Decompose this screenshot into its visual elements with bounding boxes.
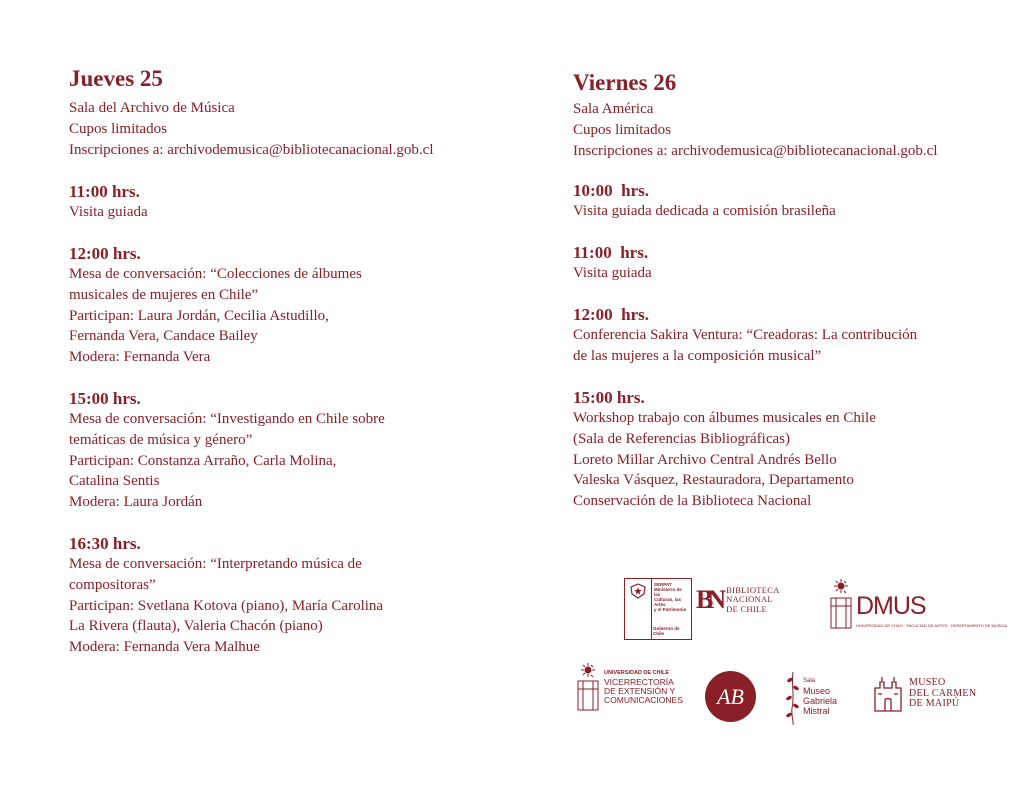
gm-text: Mistral <box>803 706 830 716</box>
event-time: 15:00 hrs. <box>573 388 645 407</box>
serpat-footer: Gobierno de Chile <box>653 626 680 636</box>
serpat-text: Ministerio de las <box>654 587 682 597</box>
venue-line: Cupos limitados <box>69 121 167 137</box>
museo-del-carmen-logo <box>873 676 976 712</box>
bn-text: NACIONAL <box>726 594 773 605</box>
venue-line: Sala del Archivo de Música <box>69 100 235 116</box>
event-line: Valeska Vásquez, Restauradora, Departamento <box>573 472 854 489</box>
gabriela-mistral-logo <box>786 670 837 726</box>
event-viernes-1 <box>573 180 836 222</box>
branch-icon <box>786 670 800 726</box>
gm-text: Gabriela <box>803 696 838 706</box>
bn-text: BIBLIOTECA <box>726 584 780 595</box>
university-seal-icon <box>828 578 854 632</box>
day-title-viernes: Viernes 26 <box>573 70 677 95</box>
event-jueves-1 <box>69 181 148 223</box>
venue-info-viernes <box>573 99 938 162</box>
dmus-subtitle: UNIVERSIDAD DE CHILE · FACULTAD DE ARTES · DEPARTAMENTO DE MÚSICA <box>856 623 1008 628</box>
uch-text: VICERRECTORÍA <box>604 677 674 687</box>
biblioteca-nacional-logo <box>696 585 780 615</box>
event-time: 16:30 hrs. <box>69 534 141 553</box>
event-line: Participan: Svetlana Kotova (piano), María Carolina <box>69 597 384 614</box>
event-line: Fernanda Vera, Candace Bailey <box>69 328 258 345</box>
serpat-logo <box>624 578 692 640</box>
event-line: Modera: Laura Jordán <box>69 494 203 511</box>
albumes-logo <box>705 671 756 722</box>
event-viernes-2 <box>573 242 652 284</box>
event-jueves-2 <box>69 243 362 368</box>
uch-text: DE EXTENSIÓN Y <box>604 686 676 696</box>
gm-text: Museo <box>803 686 831 696</box>
coat-of-arms-icon <box>625 579 652 639</box>
serpat-text: y el Patrimonio <box>654 607 687 612</box>
event-viernes-4 <box>573 387 876 512</box>
event-line: Conservación de la Biblioteca Nacional <box>573 493 812 510</box>
event-line: Mesa de conversación: “Colecciones de álbumes <box>69 266 362 282</box>
uch-text: COMUNICACIONES <box>604 695 683 705</box>
event-time: 10:00 hrs. <box>573 181 650 200</box>
event-line: La Rivera (flauta), Valeria Chacón (piano) <box>69 618 323 635</box>
event-line: Visita guiada <box>69 204 148 220</box>
event-time: 15:00 hrs. <box>69 389 141 408</box>
venue-line: Inscripciones a: archivodemusica@bibliotecanacional.gob.cl <box>573 143 938 159</box>
event-line: Participan: Constanza Arraño, Carla Molina, <box>69 452 337 469</box>
serpat-text: SERPAT <box>654 582 672 587</box>
event-jueves-3 <box>69 388 385 513</box>
event-time: 11:00 hrs. <box>69 182 140 201</box>
mc-text: DE MAIPÚ <box>909 698 960 710</box>
event-jueves-4 <box>69 533 383 658</box>
event-line: Mesa de conversación: “Investigando en Chile sobre <box>69 411 385 427</box>
event-line: Visita guiada dedicada a comisión brasileña <box>573 203 836 219</box>
event-line: Visita guiada <box>573 265 652 281</box>
church-building-icon <box>873 676 903 712</box>
event-line: de las mujeres a la composición musical” <box>573 347 822 364</box>
event-line: temáticas de música y género” <box>69 431 253 448</box>
uchile-vicerrectoria-logo <box>576 662 683 712</box>
mc-text: MUSEO <box>909 677 946 689</box>
dmus-logo <box>828 578 1008 632</box>
gm-text: Sala <box>803 678 816 684</box>
bn-text: DE CHILE <box>726 603 768 614</box>
event-line: compositoras” <box>69 576 156 593</box>
dmus-wordmark: DMUS <box>856 592 926 620</box>
event-line: Workshop trabajo con álbumes musicales en Chile <box>573 410 876 426</box>
albumes-mark: AB <box>717 683 744 709</box>
event-line: Loreto Millar Archivo Central Andrés Bello <box>573 451 837 468</box>
event-line: Catalina Sentis <box>69 473 160 490</box>
event-time: 12:00 hrs. <box>69 244 141 263</box>
event-time: 12:00 hrs. <box>573 305 650 324</box>
event-line: (Sala de Referencias Bibliográficas) <box>573 430 790 447</box>
venue-line: Sala América <box>573 101 654 117</box>
venue-info-jueves <box>69 98 434 161</box>
university-seal-icon <box>576 662 600 712</box>
event-line: Modera: Fernanda Vera <box>69 349 211 366</box>
event-line: Modera: Fernanda Vera Malhue <box>69 639 260 656</box>
event-line: musicales de mujeres en Chile” <box>69 286 259 303</box>
day-title-jueves: Jueves 25 <box>69 66 163 91</box>
bn-monogram-icon: BN <box>696 585 721 614</box>
serpat-text: Culturas, las Artes <box>654 597 682 607</box>
event-viernes-3 <box>573 304 917 367</box>
event-line: Mesa de conversación: “Interpretando música de <box>69 556 362 572</box>
event-line: Conferencia Sakira Ventura: “Creadoras: La contribución <box>573 327 918 343</box>
mc-text: DEL CARMEN <box>909 687 977 699</box>
event-time: 11:00 hrs. <box>573 243 649 262</box>
venue-line: Inscripciones a: archivodemusica@bibliotecanacional.gob.cl <box>69 142 434 158</box>
event-line: Participan: Laura Jordán, Cecilia Astudillo, <box>69 307 329 324</box>
uch-name: UNIVERSIDAD DE CHILE <box>604 670 670 676</box>
venue-line: Cupos limitados <box>573 122 671 138</box>
